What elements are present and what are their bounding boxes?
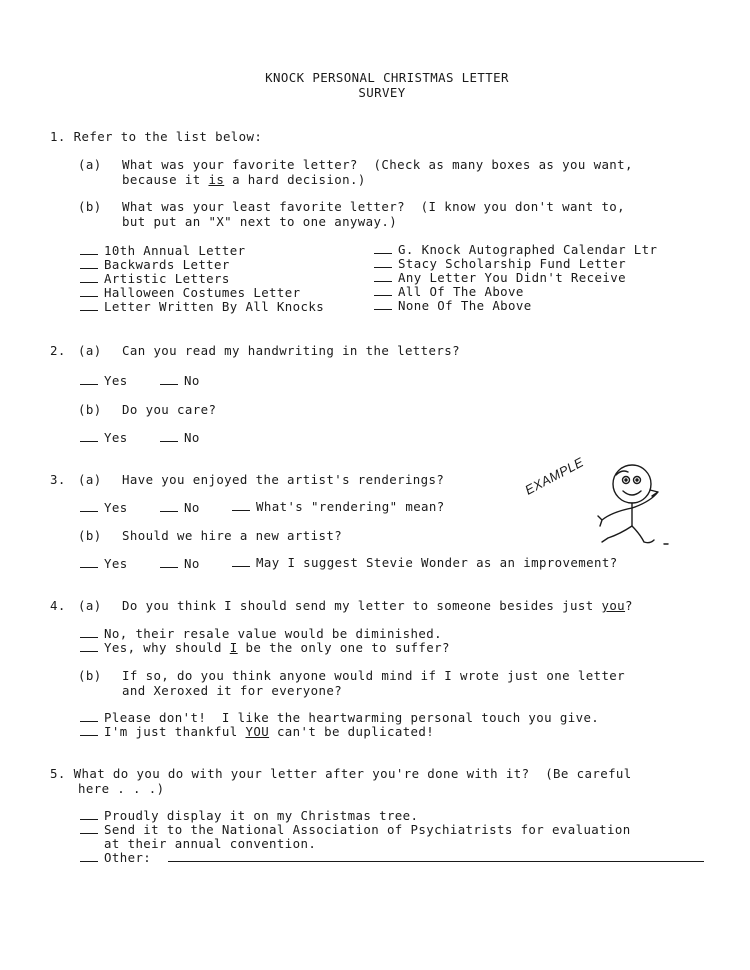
q3b-label: (b) — [78, 528, 102, 543]
checkbox-blank[interactable] — [80, 725, 98, 736]
option-row[interactable]: 10th Annual Letter — [80, 244, 245, 258]
q2b-label: (b) — [78, 402, 102, 417]
option-row[interactable]: Artistic Letters — [80, 272, 230, 286]
checkbox-blank[interactable] — [80, 244, 98, 255]
checkbox-blank[interactable] — [232, 556, 250, 567]
checkbox-blank[interactable] — [80, 641, 98, 652]
option-row[interactable]: Letter Written By All Knocks — [80, 300, 324, 314]
survey-title-line1: KNOCK PERSONAL CHRISTMAS LETTER — [265, 70, 509, 85]
checkbox-blank[interactable] — [374, 257, 392, 268]
q4b-option-1[interactable]: Please don't! I like the heartwarming personal touch you give. — [80, 711, 599, 725]
q3a-other-option[interactable]: What's "rendering" mean? — [232, 500, 445, 514]
option-row[interactable]: G. Knock Autographed Calendar Ltr — [374, 243, 657, 257]
option-row[interactable]: Stacy Scholarship Fund Letter — [374, 257, 626, 271]
checkbox-blank[interactable] — [160, 501, 178, 512]
q5-text-line2: here . . .) — [78, 781, 165, 796]
option-row[interactable]: None Of The Above — [374, 299, 532, 313]
q4b-option-2[interactable]: I'm just thankful YOU can't be duplicated! — [80, 725, 434, 739]
q1b-text-line2: but put an "X" next to one anyway.) — [122, 214, 398, 229]
q1-text: 1. Refer to the list below: — [50, 129, 263, 144]
checkbox-blank[interactable] — [80, 711, 98, 722]
checkbox-blank[interactable] — [374, 299, 392, 310]
checkbox-blank[interactable] — [80, 557, 98, 568]
checkbox-blank[interactable] — [80, 272, 98, 283]
option-row[interactable]: Any Letter You Didn't Receive — [374, 271, 626, 285]
stick-figure-doodle — [520, 450, 690, 550]
checkbox-blank[interactable] — [160, 557, 178, 568]
checkbox-blank[interactable] — [80, 501, 98, 512]
survey-title-line2: SURVEY — [358, 85, 406, 100]
option-row[interactable]: Backwards Letter — [80, 258, 230, 272]
q1b-text-line1: What was your least favorite letter? (I know you don't want to, — [122, 199, 626, 214]
checkbox-blank[interactable] — [374, 271, 392, 282]
option-row[interactable]: Halloween Costumes Letter — [80, 286, 301, 300]
q4a-option-1[interactable]: No, their resale value would be diminished. — [80, 627, 442, 641]
q4a-label: (a) — [78, 598, 102, 613]
checkbox-blank[interactable] — [374, 285, 392, 296]
checkbox-blank[interactable] — [80, 431, 98, 442]
checkbox-blank[interactable] — [80, 627, 98, 638]
q3a-yes-option[interactable]: Yes — [80, 501, 128, 515]
q5-text-line1: 5. What do you do with your letter after you're done with it? (Be careful — [50, 766, 632, 781]
q4a-text: Do you think I should send my letter to someone besides just you? — [122, 598, 633, 613]
q3a-no-option[interactable]: No — [160, 501, 200, 515]
other-answer-line[interactable] — [168, 861, 704, 862]
checkbox-blank[interactable] — [374, 243, 392, 254]
example-label: EXAMPLE — [522, 454, 587, 498]
q1a-label: (a) — [78, 157, 102, 172]
checkbox-blank[interactable] — [160, 374, 178, 385]
q3a-text: Have you enjoyed the artist's renderings? — [122, 472, 445, 487]
checkbox-blank[interactable] — [232, 500, 250, 511]
q5-option-1[interactable]: Proudly display it on my Christmas tree. — [80, 809, 418, 823]
q5-option-2[interactable]: Send it to the National Association of Psychiatrists for evaluation — [80, 823, 631, 837]
q1b-label: (b) — [78, 199, 102, 214]
q2a-yes-option[interactable]: Yes — [80, 374, 128, 388]
q2a-no-option[interactable]: No — [160, 374, 200, 388]
q4b-text-line1: If so, do you think anyone would mind if I wrote just one letter — [122, 668, 626, 683]
checkbox-blank[interactable] — [80, 851, 98, 862]
option-row[interactable]: All Of The Above — [374, 285, 524, 299]
q3a-label: (a) — [78, 472, 102, 487]
q5-option-3[interactable]: Other: — [80, 851, 151, 865]
checkbox-blank[interactable] — [80, 258, 98, 269]
q2b-no-option[interactable]: No — [160, 431, 200, 445]
q1a-text-line1: What was your favorite letter? (Check as many boxes as you want, — [122, 157, 633, 172]
q3b-no-option[interactable]: No — [160, 557, 200, 571]
checkbox-blank[interactable] — [80, 374, 98, 385]
q4a-option-2[interactable]: Yes, why should I be the only one to suffer? — [80, 641, 450, 655]
q3b-text: Should we hire a new artist? — [122, 528, 343, 543]
q1a-text-line2: because it is a hard decision.) — [122, 172, 366, 187]
q4b-label: (b) — [78, 668, 102, 683]
checkbox-blank[interactable] — [80, 300, 98, 311]
q2a-text: Can you read my handwriting in the letters? — [122, 343, 460, 358]
q3b-other-option[interactable]: May I suggest Stevie Wonder as an improvement? — [232, 556, 618, 570]
checkbox-blank[interactable] — [80, 809, 98, 820]
q4b-text-line2: and Xeroxed it for everyone? — [122, 683, 343, 698]
q5-option-2-line2: at their annual convention. — [104, 836, 317, 851]
checkbox-blank[interactable] — [80, 823, 98, 834]
q3-number: 3. — [50, 472, 66, 487]
q2-number: 2. — [50, 343, 66, 358]
q2b-yes-option[interactable]: Yes — [80, 431, 128, 445]
checkbox-blank[interactable] — [80, 286, 98, 297]
checkbox-blank[interactable] — [160, 431, 178, 442]
q2a-label: (a) — [78, 343, 102, 358]
q2b-text: Do you care? — [122, 402, 217, 417]
q4-number: 4. — [50, 598, 66, 613]
q3b-yes-option[interactable]: Yes — [80, 557, 128, 571]
stick-figure-icon — [598, 465, 668, 544]
